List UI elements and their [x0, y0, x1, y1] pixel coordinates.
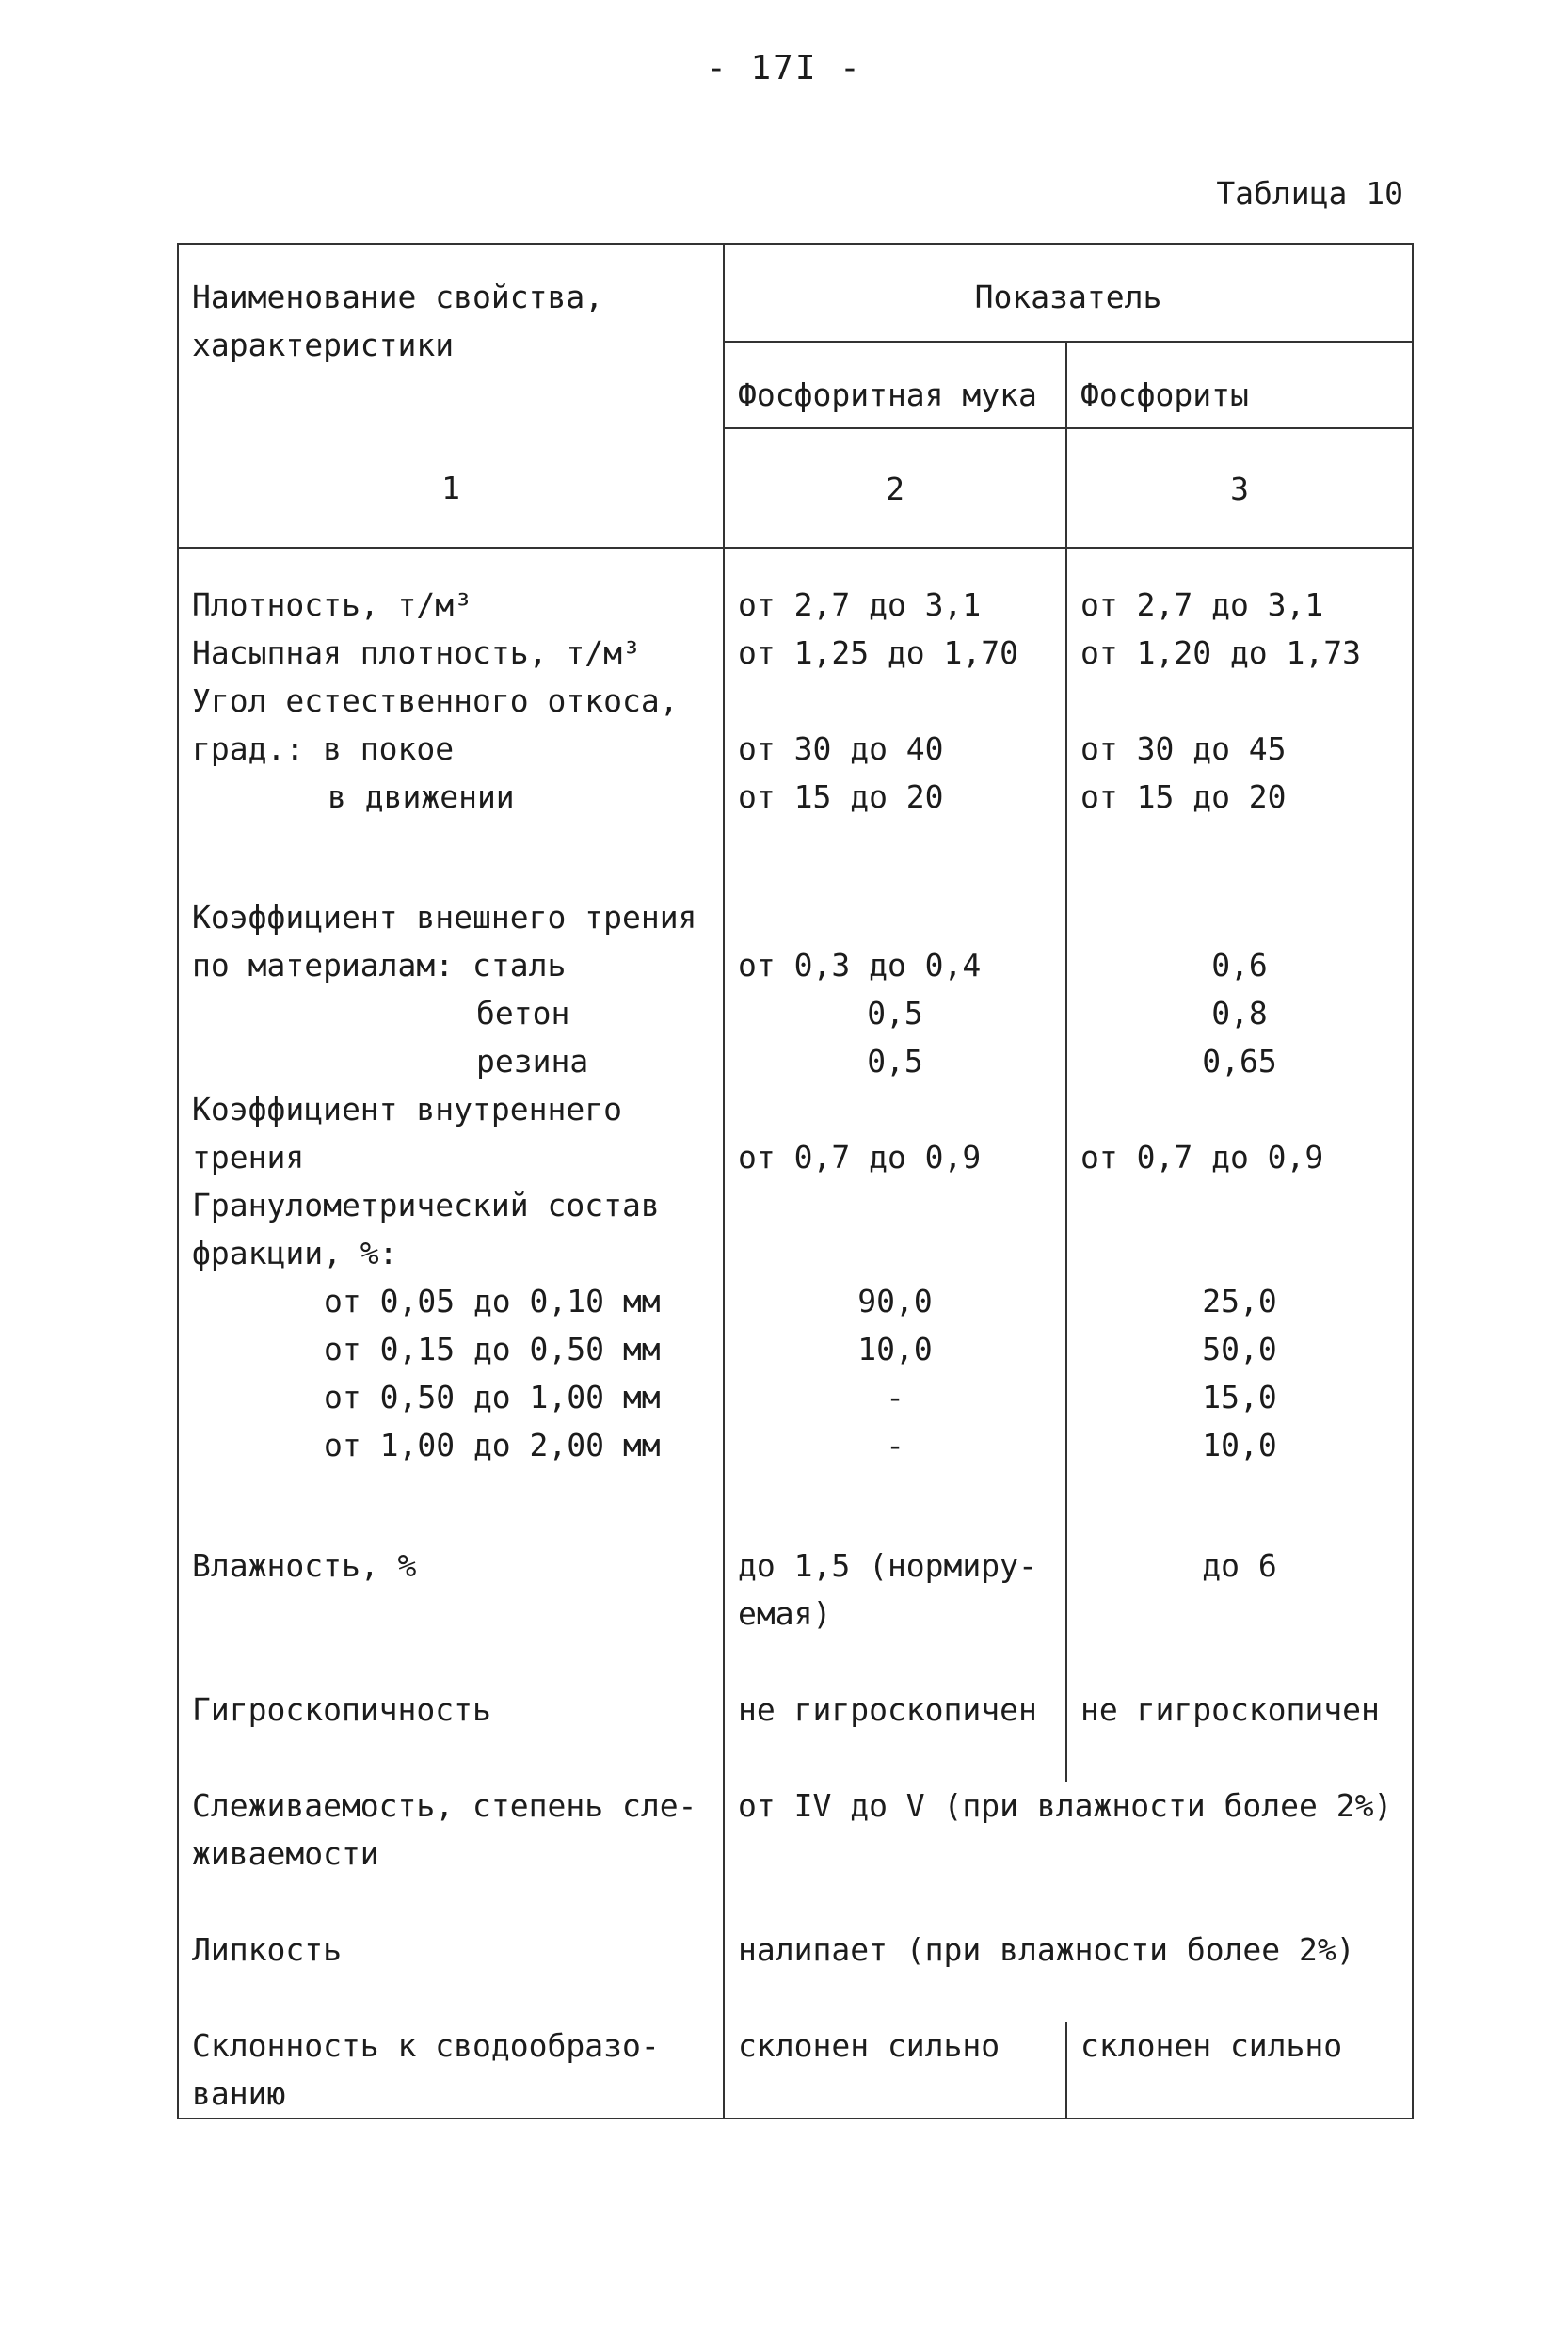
properties-table	[177, 243, 1414, 2119]
header-indicator-group: Показатель	[724, 244, 1413, 342]
column-number: 1	[178, 428, 724, 548]
header-phosphorites: Фосфориты	[1066, 342, 1413, 428]
header-phosphorite-flour: Фосфоритная мука	[724, 342, 1066, 428]
value-cell: до 1,5 (нормиру- емая)	[724, 1542, 1066, 1686]
property-cell: Склонность к сводообразо- ванию	[178, 2022, 724, 2119]
table-row	[178, 1542, 1413, 1686]
merged-value-cell: от IV до V (при влажности более 2%)	[724, 1782, 1413, 1926]
table-row	[178, 1926, 1413, 2022]
value-cell: не гигроскопичен	[1066, 1686, 1413, 1782]
header-row	[178, 244, 1413, 342]
table-label: Таблица 10	[1216, 175, 1403, 212]
value-cell: склонен сильно	[724, 2022, 1066, 2119]
property-cell: Гигроскопичность	[178, 1686, 724, 1782]
column-number: 3	[1066, 428, 1413, 548]
table-row	[178, 1782, 1413, 1926]
property-cell: Плотность, т/м³ Насыпная плотность, т/м³ Угол естественного откоса, град.: в покое в движении	[178, 548, 724, 893]
value-cell: склонен сильно	[1066, 2022, 1413, 2119]
value-cell: от 0,3 до 0,4 0,5 0,5 от 0,7 до 0,9 90,0 10,0 - -	[724, 893, 1066, 1542]
value-cell: от 2,7 до 3,1 от 1,20 до 1,73 от 30 до 45 от 15 до 20	[1066, 548, 1413, 893]
property-cell: Влажность, %	[178, 1542, 724, 1686]
column-numbers-row	[178, 428, 1413, 548]
value-cell: не гигроскопичен	[724, 1686, 1066, 1782]
value-cell: до 6	[1066, 1542, 1413, 1686]
table-row	[178, 2022, 1413, 2119]
value-cell: от 2,7 до 3,1 от 1,25 до 1,70 от 30 до 40 от 15 до 20	[724, 548, 1066, 893]
merged-value-cell: налипает (при влажности более 2%)	[724, 1926, 1413, 2022]
property-cell: Слеживаемость, степень сле- живаемости	[178, 1782, 724, 1926]
value-cell: 0,6 0,8 0,65 от 0,7 до 0,9 25,0 50,0 15,0 10,0	[1066, 893, 1413, 1542]
property-cell: Липкость	[178, 1926, 724, 2022]
property-cell: Коэффициент внешнего трения по материалам: сталь бетон резина Коэффициент внутреннего трения Гранулометрический состав фракции, %: от 0,05 до 0,10 мм от 0,15 до 0,50 мм от 0,50 до 1,00 мм от 1,00 до 2,00 мм	[178, 893, 724, 1542]
table-row	[178, 893, 1413, 1542]
header-property-name: Наименование свойства, характеристики	[178, 244, 724, 428]
table-row	[178, 1686, 1413, 1782]
page-number: - 17I -	[706, 49, 862, 88]
table-row	[178, 548, 1413, 893]
column-number: 2	[724, 428, 1066, 548]
